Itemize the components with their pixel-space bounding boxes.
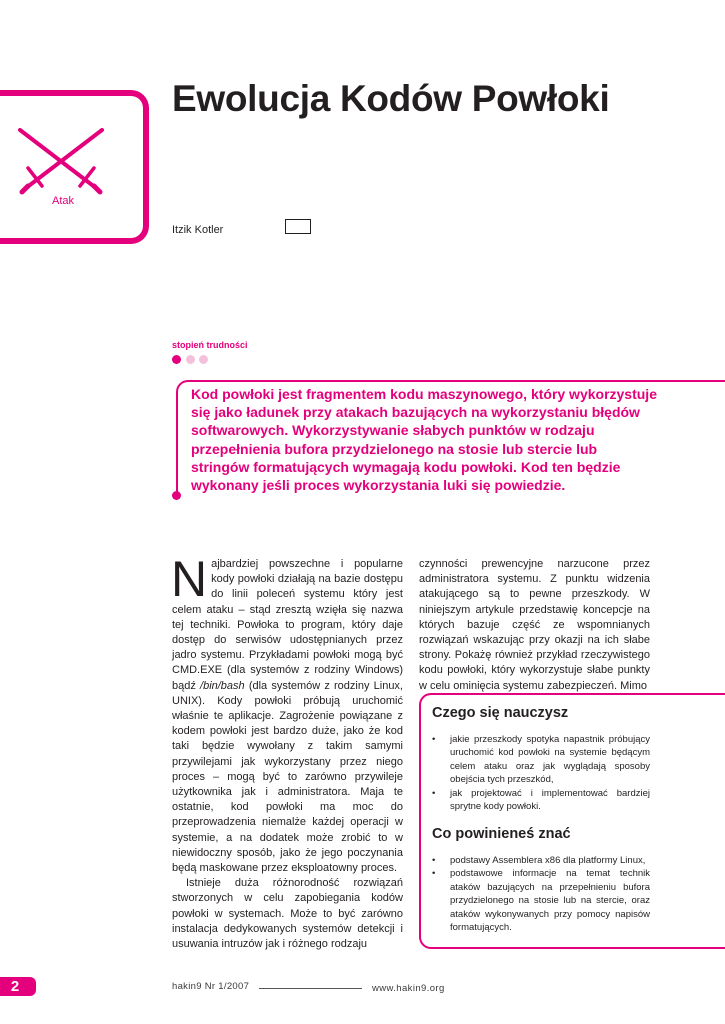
author-placeholder-box xyxy=(285,219,311,234)
learn-list xyxy=(432,733,650,813)
learn-heading: Czego się nauczysz xyxy=(432,705,569,721)
page-number: 2 xyxy=(0,977,36,996)
list-item: • jakie przeszkody spotyka napastnik próbujący uruchomić kod powłoki na systemie będącym celem ataku oraz jak wyglądają sposoby obejścia tych przeszkód, xyxy=(432,733,650,787)
drop-cap: N xyxy=(171,551,208,607)
difficulty-dot-empty xyxy=(199,355,208,364)
body-column-left xyxy=(171,551,403,952)
difficulty-dot-empty xyxy=(186,355,195,364)
body-paragraph: Istnieje duża różnorodność rozwiązań stworzonych w celu zapobiegania kodów powłoki w systemach. Może to być zarówno instalacja dedykowanych systemów detekcji i usuwania intruzów jak i różnego rodzaju xyxy=(172,877,403,951)
footer-url: www.hakin9.org xyxy=(372,983,445,994)
body-text-italic: /bin/bash xyxy=(200,679,245,692)
section-label: Atak xyxy=(52,195,75,207)
list-item: • podstawowe informacje na temat technik ataków bazujących na przepełnieniu bufora przydzielonego na stosie lub na stercie, oraz ataków wykonywanych przy pomocy napisów formatujących. xyxy=(432,867,650,934)
list-item: • jak projektować i implementować bardziej sprytne kody powłoki. xyxy=(432,787,650,814)
crossed-swords-icon xyxy=(14,126,109,196)
footer-issue: hakin9 Nr 1/2007 xyxy=(172,981,250,992)
lead-paragraph: Kod powłoki jest fragmentem kodu maszynowego, który wykorzystuje się jako ładunek przy atakach bazujących na wykorzystaniu błędów softwarowych. Wykorzystywanie słabych punktów w rodzaju przepełnienia bufora przydzielonego na stosie lub stercie lub stringów formatujących wymagają kodu powłoki. Kod ten będzie wykonany jeśli proces wykorzystania luki się powiedzie. xyxy=(191,386,657,494)
author-name: Itzik Kotler xyxy=(172,224,224,236)
body-text: ajbardziej powszechne i popularne kody powłoki działają na bazie dostępu do linii poleceń systemu który jest celem ataku – stąd zresztą wzięła się nazwa tej techniki. Powłoka to program, który daje dostęp do serwisów udostępnianych przez jadro systemu. Przykładami powłoki mogą być CMD.EXE (dla systemów z rodziny Windows) bądź xyxy=(172,558,403,692)
difficulty-dot-filled xyxy=(172,355,181,364)
body-column-right: czynności prewencyjne narzucone przez administratora systemu. Z punktu widzenia atakującego są to pewne przeszkody. W niniejszym artykule przedstawię koncepcje na których bazuje część ze wspomnianych rozwiązań wskazując przy okazji na ich słabe strony. Pokażę również przykład rzeczywistego kodu powłoki, który wykorzystuje słabe punkty w celu ominięcia systemu zabezpieczeń. Mimo xyxy=(419,558,650,692)
know-list xyxy=(432,854,650,934)
footer-divider xyxy=(259,988,362,989)
article-title: Ewolucja Kodów Powłoki xyxy=(172,78,610,119)
difficulty-label: stopień trudności xyxy=(172,340,248,350)
lead-frame-dot xyxy=(172,491,181,500)
know-heading: Co powinieneś znać xyxy=(432,826,571,842)
list-item: • podstawy Assemblera x86 dla platformy Linux, xyxy=(432,854,650,867)
body-text: (dla systemów z rodziny Linux, UNIX). Kody powłoki próbują uruchomić właśnie te aplikacje. Zagrożenie powiązane z kodem powłoki jest bardzo duże, jako że kod taki będzie wywołany z takim samymi przywilejami jak wykorzystany przez niego proces – mogą być to zarówno przywileje użytkownika jak i administratora. Maja te ostatnie, kod powłoki ma moc do przeprowadzenia niemalże każdej operacji w systemie, a na dodatek może zrobić to w niewidoczny sposób, jako że jego poczynania będą maskowane przez eksploatowny proces. xyxy=(172,679,403,875)
